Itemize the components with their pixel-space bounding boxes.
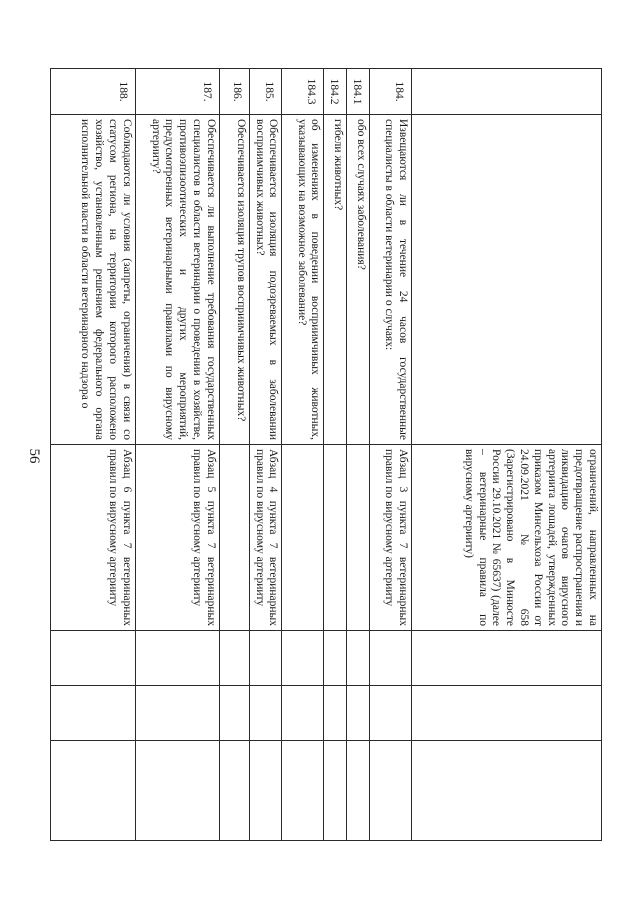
row-number: 185. <box>249 69 282 115</box>
empty-cell <box>412 741 602 841</box>
empty-cell <box>135 631 219 686</box>
norm-reference: Абзац 4 пункта 7 ветеринарных правил по вирусному артерииту <box>249 445 282 631</box>
empty-cell <box>370 741 412 841</box>
empty-cell <box>219 631 249 686</box>
row-number: 184.1 <box>347 69 370 115</box>
row-number: 184.2 <box>324 69 347 115</box>
page-number: 56 <box>26 448 42 464</box>
empty-cell <box>135 741 219 841</box>
norm-reference <box>282 445 324 631</box>
table-row <box>324 69 347 841</box>
requirement-text: об изменениях в поведении восприимчивых животных, указывающих на возможное заболевание? <box>282 115 324 445</box>
empty-cell <box>219 741 249 841</box>
empty-cell <box>282 686 324 741</box>
table-row <box>412 69 602 841</box>
empty-cell <box>370 686 412 741</box>
requirement-text: Обеспечивается изоляция подозреваемых в заболевании восприимчивых животных? <box>249 115 282 445</box>
rotated-table-container <box>67 68 602 840</box>
table-row <box>249 69 282 841</box>
table-row <box>135 69 219 841</box>
requirements-table <box>50 68 602 841</box>
row-number: 184.3 <box>282 69 324 115</box>
empty-cell <box>249 741 282 841</box>
norm-reference: Абзац 6 пункта 7 ветеринарных правил по вирусному артерииту <box>50 445 135 631</box>
table-row <box>282 69 324 841</box>
row-number: 186. <box>219 69 249 115</box>
requirement-text: Соблюдаются ли условия (запреты, ограничения) в связи со статусом региона, на территории которого расположено хозяйство, установленным решением федерального органа исполнительной власти в области ветеринарного надзора о <box>50 115 135 445</box>
norm-reference <box>219 445 249 631</box>
empty-cell <box>282 631 324 686</box>
table-row <box>347 69 370 841</box>
empty-cell <box>347 631 370 686</box>
norm-reference: Абзац 5 пункта 7 ветеринарных правил по вирусному артерииту <box>135 445 219 631</box>
empty-cell <box>412 686 602 741</box>
empty-cell <box>347 741 370 841</box>
table-row <box>219 69 249 841</box>
table-row <box>370 69 412 841</box>
empty-cell <box>412 631 602 686</box>
empty-cell <box>135 686 219 741</box>
requirement-text <box>412 115 602 445</box>
norm-reference <box>347 445 370 631</box>
row-number <box>412 69 602 115</box>
table-row <box>50 69 135 841</box>
norm-reference: Абзац 3 пункта 7 ветеринарных правил по вирусному артерииту <box>370 445 412 631</box>
row-number: 187. <box>135 69 219 115</box>
norm-reference: ограничений, направленных на предотвращение распространения и ликвидацию очагов вирусного артериита лошадей, утвержденных приказом Минсельхоза России от 24.09.2021 № 658 (Зарегистрировано в Минюсте России 29.10.2021 № 65637) (далее – ветеринарные правила по вирусному артерииту) <box>412 445 602 631</box>
empty-cell <box>324 741 347 841</box>
empty-cell <box>50 686 135 741</box>
empty-cell <box>249 686 282 741</box>
row-number: 188. <box>50 69 135 115</box>
requirement-text: Извещаются ли в течение 24 часов государственные специалисты в области ветеринарии о случаях: <box>370 115 412 445</box>
empty-cell <box>324 631 347 686</box>
empty-cell <box>50 631 135 686</box>
requirement-text: обо всех случаях заболевания? <box>347 115 370 445</box>
document-table-area <box>67 68 602 840</box>
empty-cell <box>282 741 324 841</box>
empty-cell <box>324 686 347 741</box>
requirement-text: Обеспечивается изоляция трупов восприимчивых животных? <box>219 115 249 445</box>
empty-cell <box>347 686 370 741</box>
empty-cell <box>249 631 282 686</box>
requirement-text: Обеспечивается ли выполнение требования государственных специалистов в области ветеринарии о проведении в хозяйстве, противоэпизоотических и других мероприятий, предусмотренных ветеринарными правилами по вирусному артерииту? <box>135 115 219 445</box>
requirement-text: гибели животных? <box>324 115 347 445</box>
empty-cell <box>219 686 249 741</box>
empty-cell <box>50 741 135 841</box>
norm-reference <box>324 445 347 631</box>
row-number: 184. <box>370 69 412 115</box>
empty-cell <box>370 631 412 686</box>
